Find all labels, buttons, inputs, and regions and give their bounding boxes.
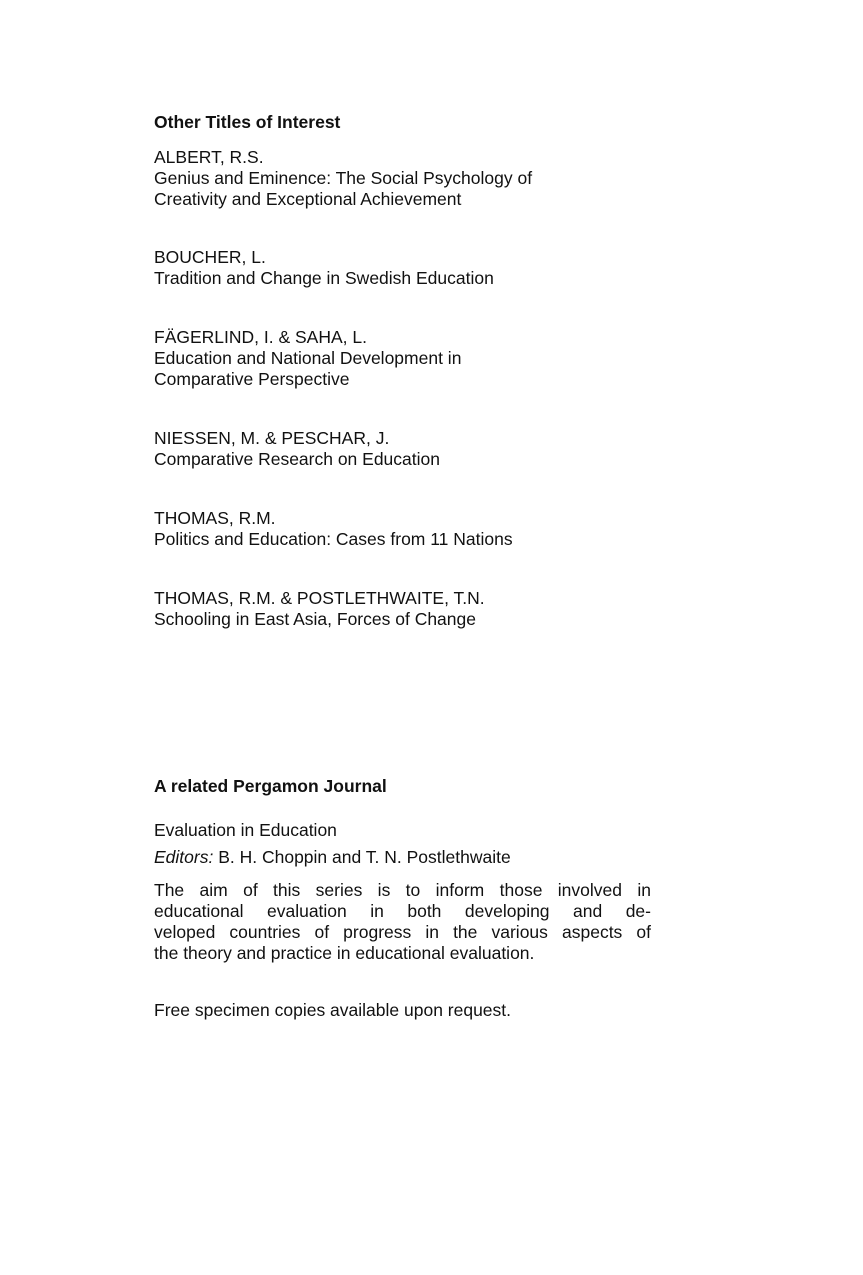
entry-author: NIESSEN, M. & PESCHAR, J. <box>154 428 390 448</box>
entry-title-line: Tradition and Change in Swedish Education <box>154 268 494 288</box>
entry-title-line: Comparative Perspective <box>154 369 350 389</box>
editors-label: Editors: <box>154 847 214 867</box>
title-entry <box>154 327 714 390</box>
entry-title-line: Schooling in East Asia, Forces of Change <box>154 609 476 629</box>
entry-title-line: Creativity and Exceptional Achievement <box>154 189 462 209</box>
description-line: educational evaluation in both developing and de- <box>154 901 651 921</box>
journal-title: Evaluation in Education <box>154 820 337 840</box>
section-heading-related-journal: A related Pergamon Journal <box>154 776 387 796</box>
journal-description <box>154 880 651 964</box>
title-entry <box>154 588 714 630</box>
entry-title-line: Politics and Education: Cases from 11 Nations <box>154 529 513 549</box>
specimen-note: Free specimen copies available upon request. <box>154 1000 512 1020</box>
entry-title-line: Education and National Development in <box>154 348 462 368</box>
entry-author: BOUCHER, L. <box>154 247 266 267</box>
title-entry <box>154 247 714 289</box>
entry-author: ALBERT, R.S. <box>154 147 264 167</box>
title-entry <box>154 508 714 550</box>
entry-title-line: Genius and Eminence: The Social Psychology of <box>154 168 533 188</box>
title-entry <box>154 147 714 210</box>
description-line: the theory and practice in educational evaluation. <box>154 943 535 963</box>
title-entry <box>154 428 714 470</box>
entry-author: FÄGERLIND, I. & SAHA, L. <box>154 327 367 347</box>
description-line: The aim of this series is to inform those involved in <box>154 880 651 900</box>
section-heading-other-titles: Other Titles of Interest <box>154 112 341 132</box>
journal-editors <box>154 847 511 868</box>
description-line: veloped countries of progress in the various aspects of <box>154 922 651 942</box>
editors-names: B. H. Choppin and T. N. Postlethwaite <box>218 847 511 867</box>
entry-title-line: Comparative Research on Education <box>154 449 440 469</box>
entry-author: THOMAS, R.M. <box>154 508 276 528</box>
entry-author: THOMAS, R.M. & POSTLETHWAITE, T.N. <box>154 588 485 608</box>
